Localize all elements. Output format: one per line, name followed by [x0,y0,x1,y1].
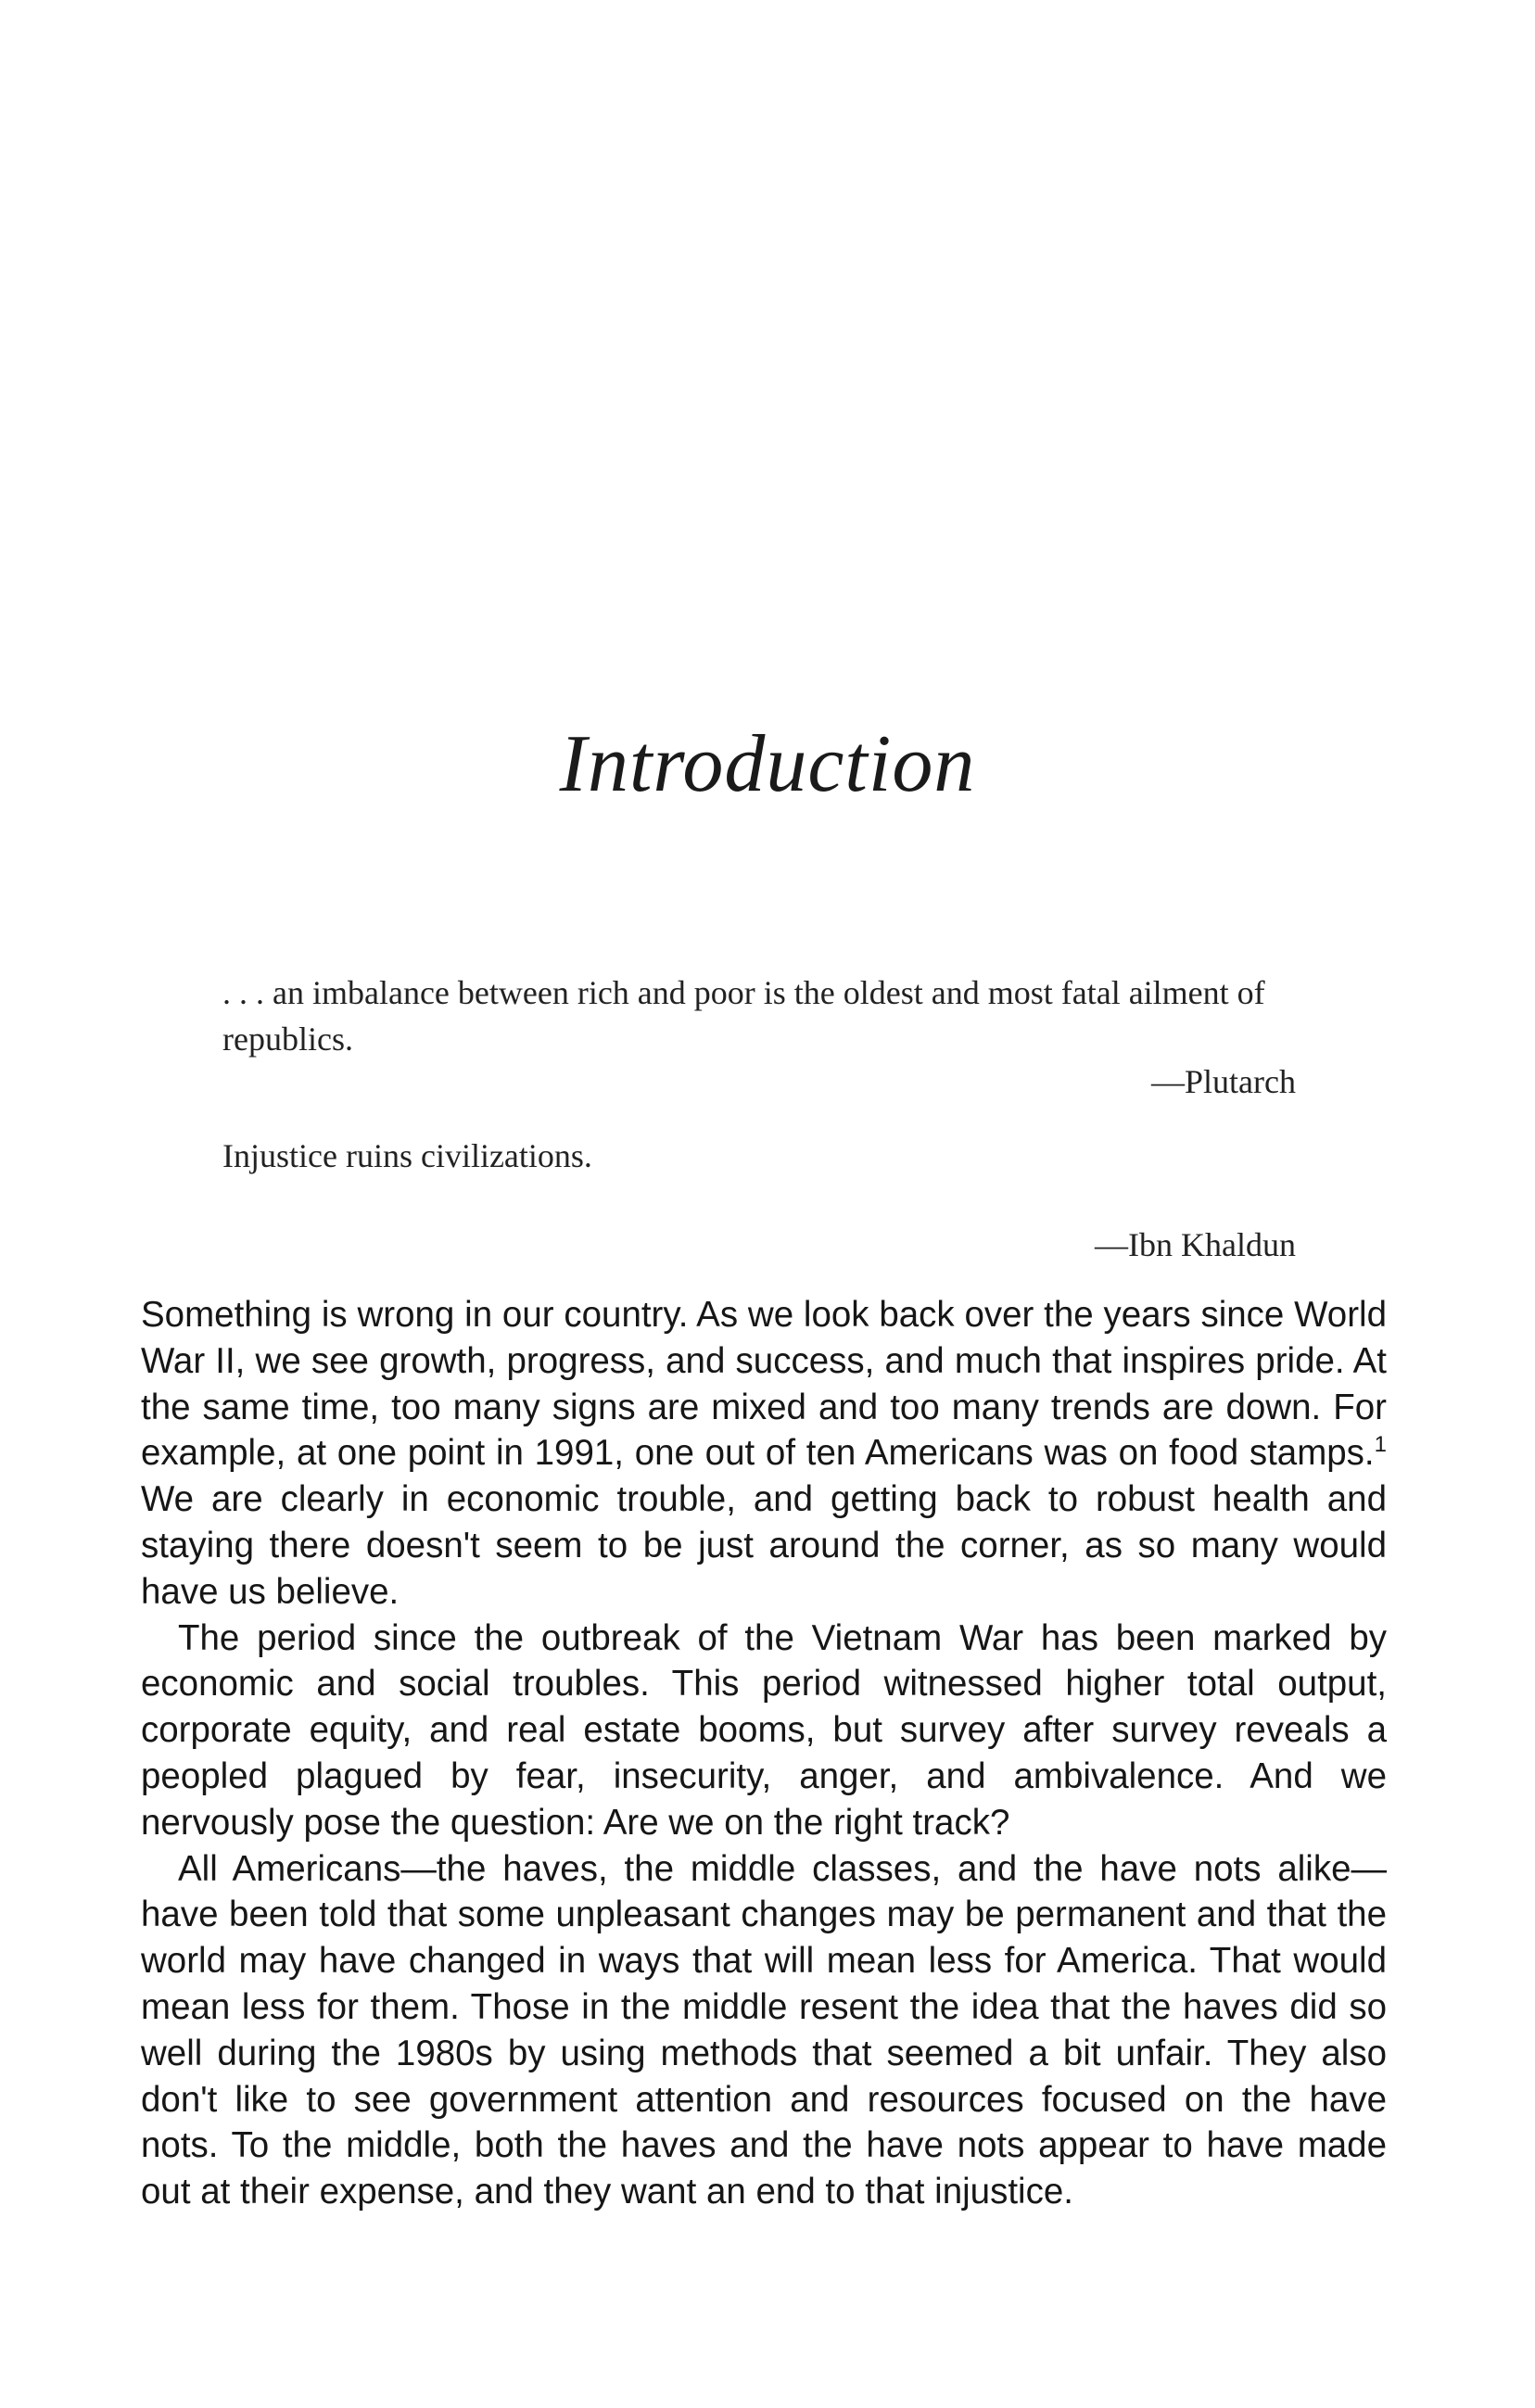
epigraph-quote: Injustice ruins civilizations. [222,1137,592,1174]
epigraph-attribution: —Ibn Khaldun [1095,1226,1296,1263]
footnote-marker: 1 [1374,1432,1387,1458]
paragraph [141,1292,1387,1616]
body-text [141,1292,1387,2215]
paragraph: All Americans—the haves, the middle classes, and the have nots alike—have been told that some unpleasant changes may be permanent and that the world may have changed in ways that will mean less for America. That would mean less for them. Those in the middle resent the idea that the haves did so well during the 1980s by using methods that seemed a bit unfair. They also don't like to see government attention and resources focused on the have nots. To the middle, both the haves and the have nots appear to have made out at their expense, and they want an end to that injustice. [141,1848,1387,2212]
chapter-title: Introduction [559,719,976,809]
paragraph-text: We are clearly in economic trouble, and getting back to robust health and staying there doesn't seem to be just around the corner, as so many would have us believe. [141,1479,1387,1612]
paragraph-text: Something is wrong in our country. As we look back over the years since World War II, we see growth, progress, and success, and much that inspires pride. At the same time, too many signs are mixed and too many trends are down. For example, at one point in 1991, one out of ten Americans was on food stamps. [141,1295,1387,1474]
paragraph: The period since the outbreak of the Vietnam War has been marked by economic and social troubles. This period witnessed higher total output, corporate equity, and real estate booms, but survey after survey reveals a peopled plagued by fear, insecurity, anger, and ambivalence. And we nervously pose the question: Are we on the right track? [141,1617,1387,1843]
epigraph-attribution: —Plutarch [1151,1063,1296,1100]
epigraph-quote: . . . an imbalance between rich and poor is the oldest and most fatal ailment of republics. [222,974,1265,1058]
